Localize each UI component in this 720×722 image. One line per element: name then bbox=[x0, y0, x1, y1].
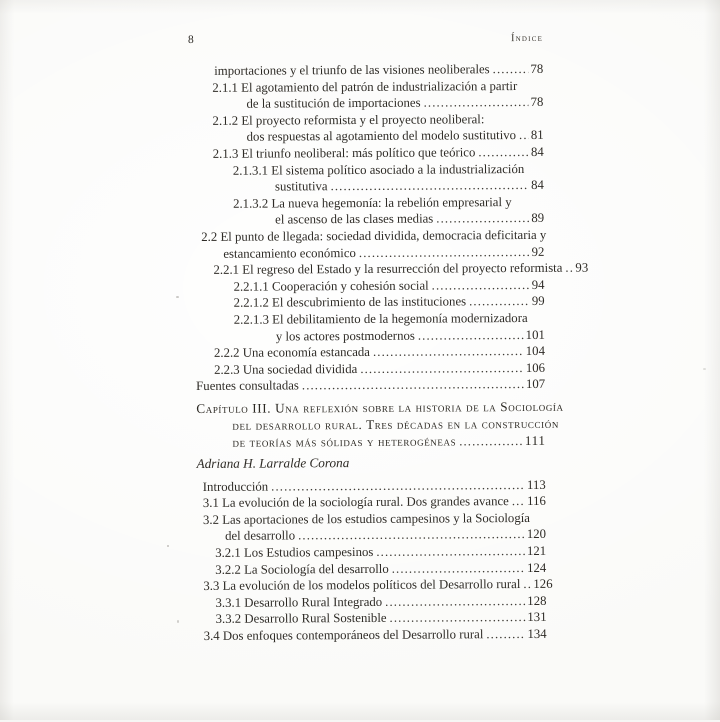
entry-page-number: 124 bbox=[527, 560, 547, 575]
dot-leader bbox=[389, 609, 525, 626]
toc-entry bbox=[194, 94, 543, 113]
entry-text: estancamiento económico bbox=[223, 245, 356, 261]
entry-page-number: 99 bbox=[531, 294, 545, 309]
dot-leader bbox=[432, 277, 530, 294]
dot-leader bbox=[271, 477, 525, 495]
dot-leader bbox=[565, 260, 573, 277]
entry-text: 2.2.1.1 Cooperación y cohesión social bbox=[233, 278, 429, 294]
entry-page-number: 113 bbox=[526, 477, 546, 492]
entry-text: sustitutiva bbox=[274, 179, 328, 194]
entry-text: 3.3.2 Desarrollo Rural Sostenible bbox=[215, 611, 387, 627]
dot-leader bbox=[302, 376, 524, 394]
entry-text: 2.2.1.3 El debilitamiento de la hegemonía modernizadora bbox=[233, 310, 528, 327]
entry-text: de teorías más sólidas y heterogéneas bbox=[232, 433, 457, 451]
dot-leader bbox=[424, 94, 529, 111]
entry-text: 2.2 El punto de llegada: sociedad dividida, democracia deficitaria y bbox=[201, 227, 547, 244]
entry-page-number: 89 bbox=[531, 211, 545, 226]
entry-page-number: 101 bbox=[525, 327, 545, 342]
toc-entry bbox=[196, 376, 545, 395]
entry-text: 2.2.3 Una sociedad dividida bbox=[214, 361, 358, 377]
toc-entry bbox=[195, 127, 544, 146]
entry-text: Introducción bbox=[202, 479, 269, 494]
dot-leader bbox=[376, 543, 525, 561]
entry-text: del desarrollo bbox=[225, 528, 296, 544]
chapter-heading-line bbox=[196, 398, 564, 417]
dot-leader bbox=[519, 127, 529, 144]
entry-page-number: 107 bbox=[525, 377, 546, 392]
dot-leader bbox=[493, 61, 529, 78]
entry-text: 2.2.1 El regreso del Estado y la resurrección del proyecto reformista bbox=[213, 260, 563, 278]
entry-text: 2.1.2 El proyecto reformista y el proyecto neoliberal: bbox=[212, 112, 485, 128]
entry-page-number: 93 bbox=[575, 260, 589, 275]
dot-leader bbox=[512, 493, 525, 510]
dot-leader bbox=[486, 626, 525, 643]
dot-leader bbox=[459, 432, 523, 451]
entry-text: del desarrollo rural. Tres décadas en la construcción bbox=[232, 415, 559, 433]
entry-page-number: 106 bbox=[525, 360, 546, 375]
chapter-heading bbox=[196, 398, 564, 453]
entry-text: importaciones y el triunfo de las visiones neoliberales bbox=[214, 62, 490, 78]
entry-text: dos respuestas al agotamiento del modelo sustitutivo bbox=[246, 128, 517, 145]
entry-text: 3.2.2 La Sociología del desarrollo bbox=[215, 561, 389, 577]
running-header bbox=[188, 32, 543, 46]
entry-page-number: 126 bbox=[533, 577, 553, 592]
toc-entry bbox=[194, 77, 543, 96]
entry-text: 2.2.2 Una economía estancada bbox=[213, 345, 370, 360]
entry-text: 3.2.1 Los Estudios campesinos bbox=[215, 544, 374, 560]
entry-page-number: 116 bbox=[527, 494, 546, 509]
running-head-title: Índice bbox=[510, 32, 544, 45]
chapter-author: Adriana H. Larralde Corona bbox=[196, 455, 350, 472]
entry-text: 2.1.3.1 El sistema político asociado a la industrialización bbox=[232, 161, 525, 178]
entry-text: 3.2 Las aportaciones de los estudios campesinos y la Sociología bbox=[202, 510, 530, 527]
entry-text: y los actores postmodernos bbox=[275, 328, 415, 344]
entry-page-number: 92 bbox=[531, 244, 545, 259]
page-number: 8 bbox=[188, 34, 195, 47]
chapter-heading-line bbox=[196, 415, 559, 434]
entry-page-number: 121 bbox=[526, 543, 547, 559]
entry-text: Capítulo III. Una reflexión sobre la historia de la Sociología bbox=[196, 398, 564, 416]
dot-leader bbox=[359, 243, 530, 261]
entry-text: 3.4 Dos enfoques contemporáneos del Desarrollo rural bbox=[203, 627, 484, 643]
entry-page-number: 111 bbox=[524, 433, 546, 449]
chapter-heading-line bbox=[196, 432, 545, 452]
dot-leader bbox=[331, 177, 530, 195]
entry-text: 3.3 La evolución de los modelos políticos del Desarrollo rural bbox=[203, 577, 521, 594]
toc-section-chapter2 bbox=[194, 61, 589, 395]
entry-text: el ascenso de las clases medias bbox=[275, 211, 434, 227]
entry-page-number: 84 bbox=[530, 144, 544, 159]
dot-leader bbox=[469, 293, 530, 310]
entry-page-number: 94 bbox=[531, 277, 545, 292]
entry-page-number: 134 bbox=[527, 626, 547, 642]
toc-section-chapter3 bbox=[197, 477, 553, 645]
toc-entry bbox=[198, 626, 547, 645]
entry-text: 2.2.1.2 El descubrimiento de las instituciones bbox=[233, 294, 467, 311]
toc-entry bbox=[194, 111, 543, 130]
dot-leader bbox=[298, 526, 525, 544]
dot-leader bbox=[385, 593, 525, 610]
dot-leader bbox=[436, 210, 529, 227]
table-of-contents bbox=[194, 61, 589, 645]
entry-page-number: 81 bbox=[530, 128, 544, 143]
entry-page-number: 78 bbox=[530, 95, 544, 110]
entry-text: Fuentes consultadas bbox=[196, 378, 299, 394]
dot-leader bbox=[373, 343, 524, 361]
entry-text: de la sustitución de importaciones bbox=[246, 95, 421, 111]
dot-leader bbox=[478, 144, 529, 161]
entry-page-number: 78 bbox=[530, 61, 544, 76]
entry-page-number: 84 bbox=[531, 178, 544, 193]
dot-leader bbox=[523, 576, 531, 593]
entry-text: 2.1.3 El triunfo neoliberal: más político que teórico bbox=[212, 145, 476, 161]
toc-entry bbox=[194, 61, 543, 80]
entry-page-number: 131 bbox=[527, 610, 547, 625]
dot-leader bbox=[360, 360, 524, 378]
entry-page-number: 104 bbox=[525, 343, 545, 359]
entry-text: 2.1.1 El agotamiento del patrón de industrialización a partir bbox=[212, 78, 518, 95]
entry-page-number: 128 bbox=[527, 593, 547, 608]
entry-text: 3.1 La evolución de la sociología rural. Dos grandes avance bbox=[202, 494, 509, 511]
entry-page-number: 120 bbox=[526, 527, 547, 542]
dot-leader bbox=[418, 327, 524, 344]
dot-leader bbox=[392, 560, 525, 577]
entry-text: 3.3.1 Desarrollo Rural Integrado bbox=[215, 594, 383, 610]
entry-text: 2.1.3.2 La nueva hegemonía: la rebelión empresarial y bbox=[232, 194, 512, 211]
